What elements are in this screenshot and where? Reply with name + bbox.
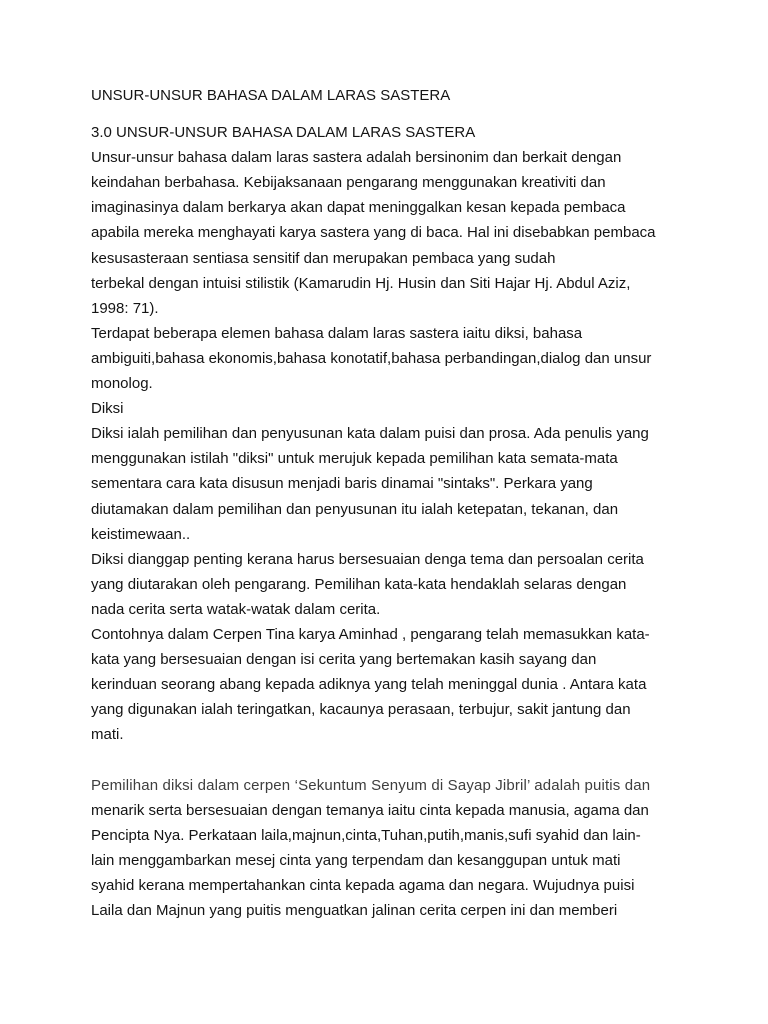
section-heading: 3.0 UNSUR-UNSUR BAHASA DALAM LARAS SASTERA bbox=[91, 124, 476, 142]
text-line: Contohnya dalam Cerpen Tina karya Aminhad , pengarang telah memasukkan kata- bbox=[91, 625, 650, 643]
text-line: Terdapat beberapa elemen bahasa dalam laras sastera iaitu diksi, bahasa bbox=[91, 324, 583, 342]
text-line: Diksi dianggap penting kerana harus bersesuaian denga tema dan persoalan cerita bbox=[91, 550, 644, 568]
text-line: menarik serta bersesuaian dengan temanya iaitu cinta kepada manusia, agama dan bbox=[91, 801, 649, 819]
text-line: monolog. bbox=[91, 375, 153, 393]
text-line: kata yang bersesuaian dengan isi cerita yang bertemakan kasih sayang dan bbox=[91, 651, 597, 669]
text-line: menggunakan istilah "diksi" untuk merujuk kepada pemilihan kata semata-mata bbox=[91, 450, 618, 468]
text-line: keindahan berbahasa. Kebijaksanaan pengarang menggunakan kreativiti dan bbox=[91, 174, 606, 192]
text-line: Laila dan Majnun yang puitis menguatkan jalinan cerita cerpen ini dan memberi bbox=[91, 902, 618, 919]
text-line: keistimewaan.. bbox=[91, 525, 191, 543]
text-line: Pencipta Nya. Perkataan laila,majnun,cinta,Tuhan,putih,manis,sufi syahid dan lain- bbox=[91, 826, 641, 844]
text-line: sementara cara kata disusun menjadi baris dinamai "sintaks". Perkara yang bbox=[91, 475, 593, 493]
text-line: Diksi ialah pemilihan dan penyusunan kata dalam puisi dan prosa. Ada penulis yang bbox=[91, 425, 649, 443]
text-line: kesusasteraan sentiasa sensitif dan merupakan pembaca yang sudah bbox=[91, 249, 556, 267]
text-line: imaginasinya dalam berkarya akan dapat meninggalkan kesan kepada pembaca bbox=[91, 199, 626, 217]
text-line: 1998: 71). bbox=[91, 299, 159, 317]
text-line: kerinduan seorang abang kepada adiknya yang telah meninggal dunia . Antara kata bbox=[91, 676, 647, 694]
text-line: mati. bbox=[91, 726, 124, 744]
paragraph-4 bbox=[91, 547, 691, 622]
document-body bbox=[91, 83, 691, 923]
text-line: ambiguiti,bahasa ekonomis,bahasa konotatif,bahasa perbandingan,dialog dan unsur bbox=[91, 349, 652, 367]
text-line: apabila mereka menghayati karya sastera yang di baca. Hal ini disebabkan pembaca bbox=[91, 224, 656, 242]
document-title: UNSUR-UNSUR BAHASA DALAM LARAS SASTERA bbox=[91, 87, 451, 104]
text-line: lain menggambarkan mesej cinta yang terpendam dan kesanggupan untuk mati bbox=[91, 851, 621, 869]
paragraph-2 bbox=[91, 321, 691, 396]
text-line: Pemilihan diksi dalam cerpen ‘Sekuntum Senyum di Sayap Jibril’ adalah puitis dan bbox=[91, 776, 651, 794]
text-line: Unsur-unsur bahasa dalam laras sastera adalah bersinonim dan berkait dengan bbox=[91, 149, 622, 167]
text-line: yang diutarakan oleh pengarang. Pemilihan kata-kata hendaklah selaras dengan bbox=[91, 575, 627, 593]
text-line: nada cerita serta watak-watak dalam cerita. bbox=[91, 600, 381, 618]
paragraph-gap bbox=[91, 747, 691, 772]
text-line: terbekal dengan intuisi stilistik (Kamarudin Hj. Husin dan Siti Hajar Hj. Abdul Aziz, bbox=[91, 274, 631, 292]
paragraph-5 bbox=[91, 622, 691, 747]
text-line: yang digunakan ialah teringatkan, kacaunya perasaan, terbujur, sakit jantung dan bbox=[91, 701, 631, 719]
paragraph-1 bbox=[91, 145, 691, 321]
text-line: syahid kerana mempertahankan cinta kepada agama dan negara. Wujudnya puisi bbox=[91, 876, 635, 894]
paragraph-6 bbox=[91, 773, 691, 924]
text-line: diutamakan dalam pemilihan dan penyusunan itu ialah ketepatan, tekanan, dan bbox=[91, 500, 619, 518]
paragraph-3 bbox=[91, 421, 691, 546]
diksi-heading: Diksi bbox=[91, 400, 124, 418]
